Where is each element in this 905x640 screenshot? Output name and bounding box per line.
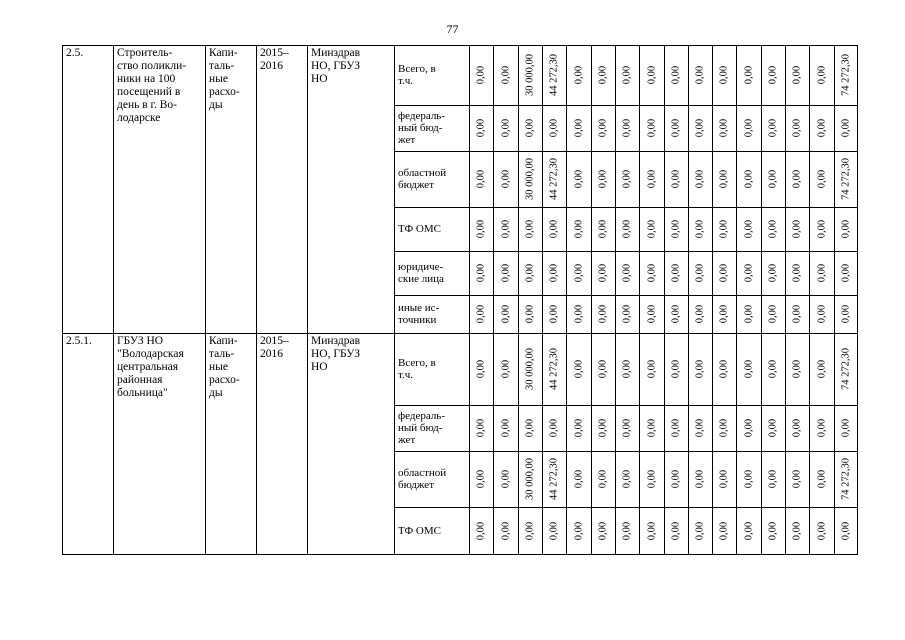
value-cell: 0,00 (670, 118, 682, 138)
funding-source-label: Всего, в т.ч. (398, 357, 436, 381)
value-cell: 0,00 (791, 118, 803, 138)
expense-type: Капи- таль- ные расхо- ды (209, 47, 240, 111)
value-cell: 0,00 (597, 118, 609, 138)
value-cell: 0,00 (475, 469, 487, 489)
value-cell: 0,00 (475, 418, 487, 438)
value-cell: 74 272,30 (840, 54, 852, 96)
column-separator (566, 45, 567, 555)
value-cell: 0,00 (621, 169, 633, 189)
value-cell: 0,00 (597, 304, 609, 324)
value-cell: 44 272,30 (548, 348, 560, 390)
value-cell: 0,00 (646, 469, 657, 489)
value-cell: 0,00 (573, 65, 584, 85)
value-cell: 0,00 (791, 418, 803, 438)
funding-source-label: иные ис- точники (398, 302, 440, 326)
value-cell: 30 000,00 (524, 54, 536, 96)
value-cell: 0,00 (597, 521, 609, 541)
value-cell: 0,00 (573, 263, 584, 283)
value-cell: 0,00 (621, 521, 633, 541)
value-cell: 0,00 (718, 359, 730, 379)
value-cell: 0,00 (524, 263, 536, 283)
column-separator (712, 45, 713, 555)
value-cell: 0,00 (694, 118, 706, 138)
value-cell: 0,00 (500, 359, 511, 379)
value-cell: 0,00 (670, 65, 682, 85)
column-separator (736, 45, 737, 555)
value-cell: 0,00 (718, 219, 730, 239)
funding-source-label: федераль- ный бюд- жет (398, 110, 445, 146)
value-cell: 0,00 (718, 469, 730, 489)
value-cell: 0,00 (597, 169, 609, 189)
value-cell: 0,00 (548, 418, 560, 438)
item-number: 2.5. (66, 47, 84, 59)
value-cell: 0,00 (573, 169, 584, 189)
page-number: 77 (446, 22, 459, 36)
value-cell: 0,00 (573, 418, 584, 438)
item-name: ГБУЗ НО "Володарская центральная районная больница" (117, 335, 184, 399)
value-cell: 0,00 (694, 263, 706, 283)
value-cell: 0,00 (524, 521, 536, 541)
value-cell: 0,00 (597, 263, 609, 283)
value-cell: 0,00 (816, 521, 827, 541)
value-cell: 0,00 (791, 521, 803, 541)
value-cell: 0,00 (621, 418, 633, 438)
value-cell: 0,00 (621, 219, 633, 239)
value-cell: 0,00 (573, 469, 584, 489)
value-cell: 0,00 (840, 219, 852, 239)
value-cell: 0,00 (500, 469, 511, 489)
value-cell: 0,00 (767, 263, 779, 283)
value-cell: 0,00 (646, 169, 657, 189)
value-cell: 0,00 (718, 65, 730, 85)
value-cell: 0,00 (767, 469, 779, 489)
budget-table (62, 45, 858, 555)
value-cell: 0,00 (500, 521, 511, 541)
value-cell: 0,00 (743, 219, 754, 239)
value-cell: 0,00 (621, 469, 633, 489)
value-cell: 0,00 (718, 304, 730, 324)
value-cell: 0,00 (840, 304, 852, 324)
period: 2015– 2016 (260, 335, 289, 360)
value-cell: 0,00 (573, 521, 584, 541)
value-cell: 30 000,00 (524, 458, 536, 500)
value-cell: 0,00 (621, 118, 633, 138)
value-cell: 0,00 (597, 469, 609, 489)
value-cell: 0,00 (670, 304, 682, 324)
value-cell: 0,00 (840, 521, 852, 541)
executor: Минздрав НО, ГБУЗ НО (311, 47, 361, 85)
column-separator (639, 45, 640, 555)
value-cell: 0,00 (791, 359, 803, 379)
value-cell: 0,00 (524, 219, 536, 239)
value-cell: 0,00 (718, 118, 730, 138)
value-cell: 0,00 (646, 304, 657, 324)
value-cell: 0,00 (743, 304, 754, 324)
value-cell: 0,00 (597, 219, 609, 239)
value-cell: 0,00 (694, 521, 706, 541)
value-cell: 0,00 (791, 263, 803, 283)
column-separator (761, 45, 762, 555)
funding-source-label: областной бюджет (398, 167, 447, 191)
value-cell: 0,00 (694, 359, 706, 379)
value-cell: 44 272,30 (548, 158, 560, 200)
column-separator (542, 45, 543, 555)
value-cell: 44 272,30 (548, 458, 560, 500)
value-cell: 0,00 (475, 521, 487, 541)
value-cell: 0,00 (524, 118, 536, 138)
value-cell: 0,00 (743, 418, 754, 438)
value-cell: 0,00 (670, 418, 682, 438)
funding-source-label: Всего, в т.ч. (398, 63, 436, 87)
value-cell: 0,00 (694, 169, 706, 189)
column-separator (469, 45, 470, 555)
value-cell: 0,00 (791, 65, 803, 85)
executor: Минздрав НО, ГБУЗ НО (311, 335, 361, 373)
value-cell: 0,00 (475, 118, 487, 138)
value-cell: 0,00 (767, 418, 779, 438)
value-cell: 0,00 (597, 65, 609, 85)
column-separator (809, 45, 810, 555)
value-cell: 0,00 (573, 304, 584, 324)
funding-source-label: ТФ ОМС (398, 223, 441, 235)
value-cell: 0,00 (816, 169, 827, 189)
value-cell: 0,00 (524, 418, 536, 438)
value-cell: 0,00 (840, 118, 852, 138)
value-cell: 0,00 (500, 304, 511, 324)
value-cell: 0,00 (475, 65, 487, 85)
value-cell: 0,00 (621, 263, 633, 283)
value-cell: 0,00 (500, 169, 511, 189)
table-border-right (857, 45, 858, 555)
value-cell: 0,00 (840, 263, 852, 283)
value-cell: 0,00 (694, 219, 706, 239)
value-cell: 0,00 (548, 521, 560, 541)
value-cell: 0,00 (694, 469, 706, 489)
expense-type: Капи- таль- ные расхо- ды (209, 335, 240, 399)
value-cell: 0,00 (694, 304, 706, 324)
item-number: 2.5.1. (66, 335, 92, 347)
value-cell: 0,00 (816, 304, 827, 324)
value-cell: 0,00 (767, 521, 779, 541)
value-cell: 0,00 (646, 418, 657, 438)
column-separator (591, 45, 592, 555)
value-cell: 44 272,30 (548, 54, 560, 96)
funding-source-label: областной бюджет (398, 467, 447, 491)
value-cell: 0,00 (840, 418, 852, 438)
value-cell: 0,00 (548, 263, 560, 283)
value-cell: 0,00 (500, 263, 511, 283)
value-cell: 0,00 (816, 219, 827, 239)
value-cell: 0,00 (500, 219, 511, 239)
value-cell: 0,00 (475, 263, 487, 283)
value-cell: 0,00 (767, 169, 779, 189)
value-cell: 74 272,30 (840, 348, 852, 390)
value-cell: 0,00 (500, 65, 511, 85)
column-separator (518, 45, 519, 555)
value-cell: 0,00 (791, 169, 803, 189)
value-cell: 0,00 (767, 304, 779, 324)
value-cell: 0,00 (475, 359, 487, 379)
value-cell: 0,00 (670, 169, 682, 189)
value-cell: 0,00 (500, 418, 511, 438)
value-cell: 0,00 (475, 219, 487, 239)
value-cell: 0,00 (646, 521, 657, 541)
value-cell: 0,00 (743, 118, 754, 138)
column-separator (785, 45, 786, 555)
value-cell: 0,00 (767, 359, 779, 379)
value-cell: 0,00 (743, 521, 754, 541)
value-cell: 0,00 (670, 263, 682, 283)
value-cell: 0,00 (548, 219, 560, 239)
column-separator (834, 45, 835, 555)
value-cell: 0,00 (816, 418, 827, 438)
value-cell: 0,00 (548, 304, 560, 324)
item-name: Строитель- ство поликли- ники на 100 посещений в день в г. Во- лодарске (117, 47, 187, 124)
value-cell: 0,00 (573, 219, 584, 239)
value-cell: 0,00 (597, 418, 609, 438)
value-cell: 0,00 (743, 65, 754, 85)
value-cell: 0,00 (767, 219, 779, 239)
value-cell: 0,00 (670, 521, 682, 541)
value-cell: 0,00 (475, 169, 487, 189)
value-cell: 30 000,00 (524, 348, 536, 390)
value-cell: 0,00 (621, 304, 633, 324)
column-separator (615, 45, 616, 555)
value-cell: 74 272,30 (840, 458, 852, 500)
value-cell: 0,00 (670, 219, 682, 239)
value-cell: 0,00 (524, 304, 536, 324)
value-cell: 0,00 (816, 469, 827, 489)
value-cell: 0,00 (791, 219, 803, 239)
value-cell: 0,00 (694, 418, 706, 438)
value-cell: 0,00 (743, 169, 754, 189)
column-separator (688, 45, 689, 555)
value-cell: 0,00 (646, 118, 657, 138)
funding-source-label: федераль- ный бюд- жет (398, 410, 445, 446)
value-cell: 0,00 (670, 469, 682, 489)
value-cell: 0,00 (646, 219, 657, 239)
value-cell: 0,00 (646, 359, 657, 379)
value-cell: 0,00 (767, 118, 779, 138)
value-cell: 0,00 (718, 521, 730, 541)
value-cell: 0,00 (621, 65, 633, 85)
value-cell: 0,00 (573, 359, 584, 379)
value-cell: 0,00 (646, 263, 657, 283)
column-separator (493, 45, 494, 555)
value-cell: 0,00 (791, 304, 803, 324)
value-cell: 0,00 (791, 469, 803, 489)
value-cell: 0,00 (597, 359, 609, 379)
value-cell: 0,00 (621, 359, 633, 379)
value-cell: 0,00 (670, 359, 682, 379)
value-cell: 0,00 (816, 118, 827, 138)
value-cell: 0,00 (475, 304, 487, 324)
value-cell: 0,00 (743, 469, 754, 489)
value-cell: 74 272,30 (840, 158, 852, 200)
value-cell: 0,00 (816, 65, 827, 85)
value-cell: 0,00 (743, 263, 754, 283)
value-cell: 30 000,00 (524, 158, 536, 200)
value-cell: 0,00 (816, 263, 827, 283)
value-cell: 0,00 (548, 118, 560, 138)
funding-source-label: ТФ ОМС (398, 525, 441, 537)
value-cell: 0,00 (718, 169, 730, 189)
value-cell: 0,00 (646, 65, 657, 85)
value-cell: 0,00 (718, 418, 730, 438)
value-cell: 0,00 (767, 65, 779, 85)
period: 2015– 2016 (260, 47, 289, 72)
value-cell: 0,00 (718, 263, 730, 283)
column-separator (664, 45, 665, 555)
value-cell: 0,00 (500, 118, 511, 138)
value-cell: 0,00 (694, 65, 706, 85)
value-cell: 0,00 (743, 359, 754, 379)
value-cell: 0,00 (816, 359, 827, 379)
funding-source-label: юридиче- ские лица (398, 261, 444, 285)
value-cell: 0,00 (573, 118, 584, 138)
